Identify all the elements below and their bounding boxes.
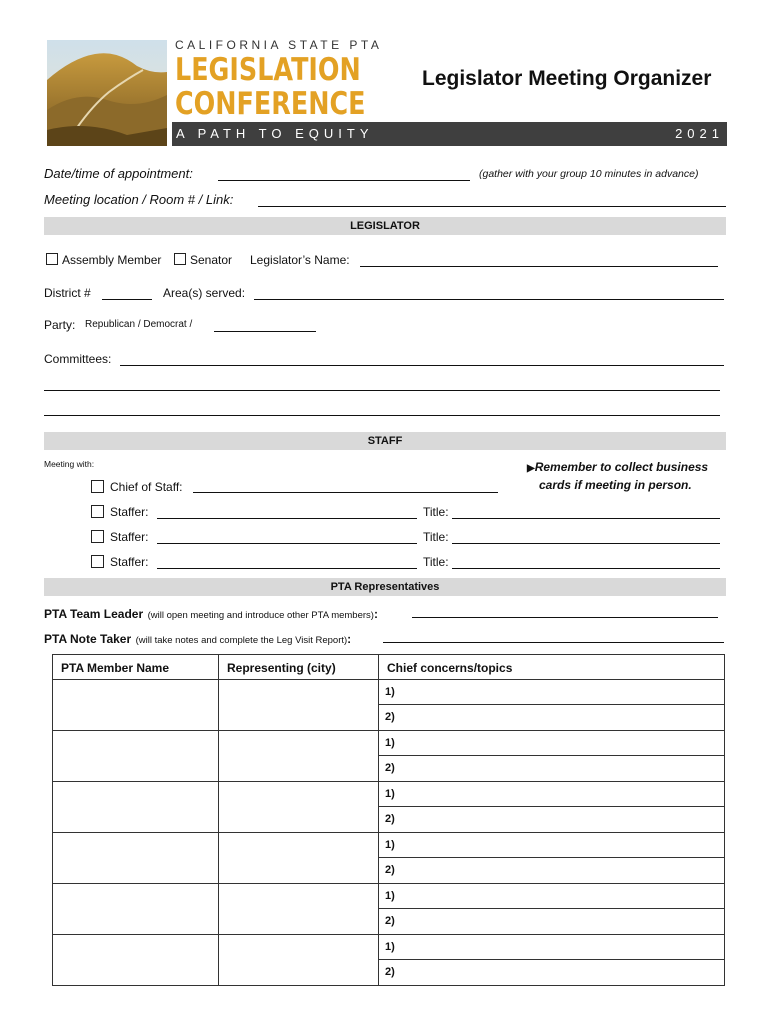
- chief-of-staff-checkbox[interactable]: [91, 480, 104, 493]
- staffer-label-1: Staffer:: [110, 505, 149, 519]
- datetime-field[interactable]: [218, 180, 470, 181]
- concerns-cell: [379, 833, 725, 884]
- legislator-name-field[interactable]: [360, 266, 718, 267]
- staffer-name-field-1[interactable]: [157, 518, 417, 519]
- concerns-cell: [379, 935, 725, 986]
- chief-of-staff-field[interactable]: [193, 492, 498, 493]
- committees-field-2[interactable]: [44, 390, 720, 391]
- conference-logo-photo: [47, 40, 167, 146]
- district-field[interactable]: [102, 299, 152, 300]
- member-name-cell[interactable]: [53, 884, 219, 935]
- district-label: District #: [44, 286, 91, 300]
- chief-of-staff-label: Chief of Staff:: [110, 480, 183, 494]
- team-leader-row: PTA Team Leader (will open meeting and introduce other PTA members):: [44, 607, 378, 621]
- event-title-line1: LEGISLATION: [175, 52, 361, 88]
- conference-year: 2021: [675, 126, 724, 141]
- staffer-title-field-2[interactable]: [452, 543, 720, 544]
- topic-item-2[interactable]: 2): [385, 813, 395, 825]
- document-title: Legislator Meeting Organizer: [422, 67, 712, 90]
- event-title-line2: CONFERENCE: [175, 86, 366, 122]
- staffer-title-field-3[interactable]: [452, 568, 720, 569]
- areas-served-field[interactable]: [254, 299, 724, 300]
- party-label: Party:: [44, 318, 76, 332]
- staffer-label-2: Staffer:: [110, 530, 149, 544]
- concerns-cell: [379, 884, 725, 935]
- concerns-cell: [379, 782, 725, 833]
- assembly-member-label: Assembly Member: [62, 253, 162, 267]
- staffer-checkbox-2[interactable]: [91, 530, 104, 543]
- pta-representatives-section-header: PTA Representatives: [44, 578, 726, 596]
- table-row: [53, 833, 725, 884]
- member-name-cell[interactable]: [53, 935, 219, 986]
- pta-members-table: [52, 654, 725, 986]
- representing-cell[interactable]: [219, 731, 379, 782]
- assembly-member-checkbox[interactable]: [46, 253, 58, 265]
- tagline: A PATH TO EQUITY: [176, 126, 374, 141]
- party-other-field[interactable]: [214, 331, 316, 332]
- staffer-label-3: Staffer:: [110, 555, 149, 569]
- team-leader-field[interactable]: [412, 617, 718, 618]
- column-header-representing: Representing (city): [219, 655, 379, 680]
- note-taker-field[interactable]: [383, 642, 724, 643]
- staffer-checkbox-1[interactable]: [91, 505, 104, 518]
- topic-item-1[interactable]: 1): [379, 731, 724, 756]
- table-row: [53, 935, 725, 986]
- datetime-label: Date/time of appointment:: [44, 166, 193, 181]
- concerns-cell: [379, 680, 725, 731]
- topic-item-1[interactable]: 1): [379, 833, 724, 858]
- staffer-title-field-1[interactable]: [452, 518, 720, 519]
- member-name-cell[interactable]: [53, 731, 219, 782]
- topic-item-2[interactable]: 2): [385, 711, 395, 723]
- committees-field-1[interactable]: [120, 365, 724, 366]
- staffer-name-field-3[interactable]: [157, 568, 417, 569]
- reminder-note: [527, 460, 708, 474]
- senator-label: Senator: [190, 253, 233, 267]
- staffer-name-field-2[interactable]: [157, 543, 417, 544]
- staffer-checkbox-3[interactable]: [91, 555, 104, 568]
- representing-cell[interactable]: [219, 935, 379, 986]
- table-row: [53, 782, 725, 833]
- member-name-cell[interactable]: [53, 680, 219, 731]
- gather-note: (gather with your group 10 minutes in advance): [479, 168, 699, 180]
- staffer-title-label-1: Title:: [423, 505, 449, 519]
- table-header-row: [53, 655, 725, 680]
- team-leader-label: PTA Team Leader: [44, 607, 144, 621]
- party-options: Republican / Democrat /: [85, 319, 193, 330]
- location-field[interactable]: [258, 206, 726, 207]
- table-row: [53, 680, 725, 731]
- legislator-name-label: Legislator’s Name:: [250, 253, 350, 267]
- topic-item-1[interactable]: 1): [379, 884, 724, 909]
- legislator-section-header: LEGISLATOR: [44, 217, 726, 235]
- member-name-cell[interactable]: [53, 782, 219, 833]
- note-taker-note: (will take notes and complete the Leg Visit Report): [135, 635, 348, 646]
- representing-cell[interactable]: [219, 833, 379, 884]
- areas-served-label: Area(s) served:: [163, 286, 246, 300]
- representing-cell[interactable]: [219, 884, 379, 935]
- topic-item-2[interactable]: 2): [385, 915, 395, 927]
- staffer-title-label-3: Title:: [423, 555, 449, 569]
- senator-checkbox[interactable]: [174, 253, 186, 265]
- member-name-cell[interactable]: [53, 833, 219, 884]
- staffer-title-label-2: Title:: [423, 530, 449, 544]
- arrow-right-icon: ▶: [527, 463, 535, 474]
- representing-cell[interactable]: [219, 782, 379, 833]
- staff-section-header: STAFF: [44, 432, 726, 450]
- committees-label: Committees:: [44, 352, 112, 366]
- committees-field-3[interactable]: [44, 415, 720, 416]
- topic-item-1[interactable]: 1): [379, 782, 724, 807]
- column-header-concerns: Chief concerns/topics: [379, 655, 725, 680]
- topic-item-2[interactable]: 2): [385, 966, 395, 978]
- concerns-cell: [379, 731, 725, 782]
- note-taker-label: PTA Note Taker: [44, 632, 132, 646]
- meeting-with-label: Meeting with:: [44, 459, 95, 469]
- topic-item-2[interactable]: 2): [385, 762, 395, 774]
- org-name: CALIFORNIA STATE PTA: [175, 38, 383, 52]
- table-row: [53, 731, 725, 782]
- location-label: Meeting location / Room # / Link:: [44, 192, 234, 207]
- column-header-member-name: PTA Member Name: [53, 655, 219, 680]
- reminder-line-2: cards if meeting in person.: [539, 478, 692, 492]
- representing-cell[interactable]: [219, 680, 379, 731]
- topic-item-1[interactable]: 1): [379, 680, 724, 705]
- topic-item-2[interactable]: 2): [385, 864, 395, 876]
- note-taker-row: PTA Note Taker (will take notes and complete the Leg Visit Report):: [44, 632, 352, 646]
- reminder-line-1: Remember to collect business: [534, 460, 709, 474]
- team-leader-note: (will open meeting and introduce other PTA members): [147, 610, 374, 621]
- topic-item-1[interactable]: 1): [379, 935, 724, 960]
- table-row: [53, 884, 725, 935]
